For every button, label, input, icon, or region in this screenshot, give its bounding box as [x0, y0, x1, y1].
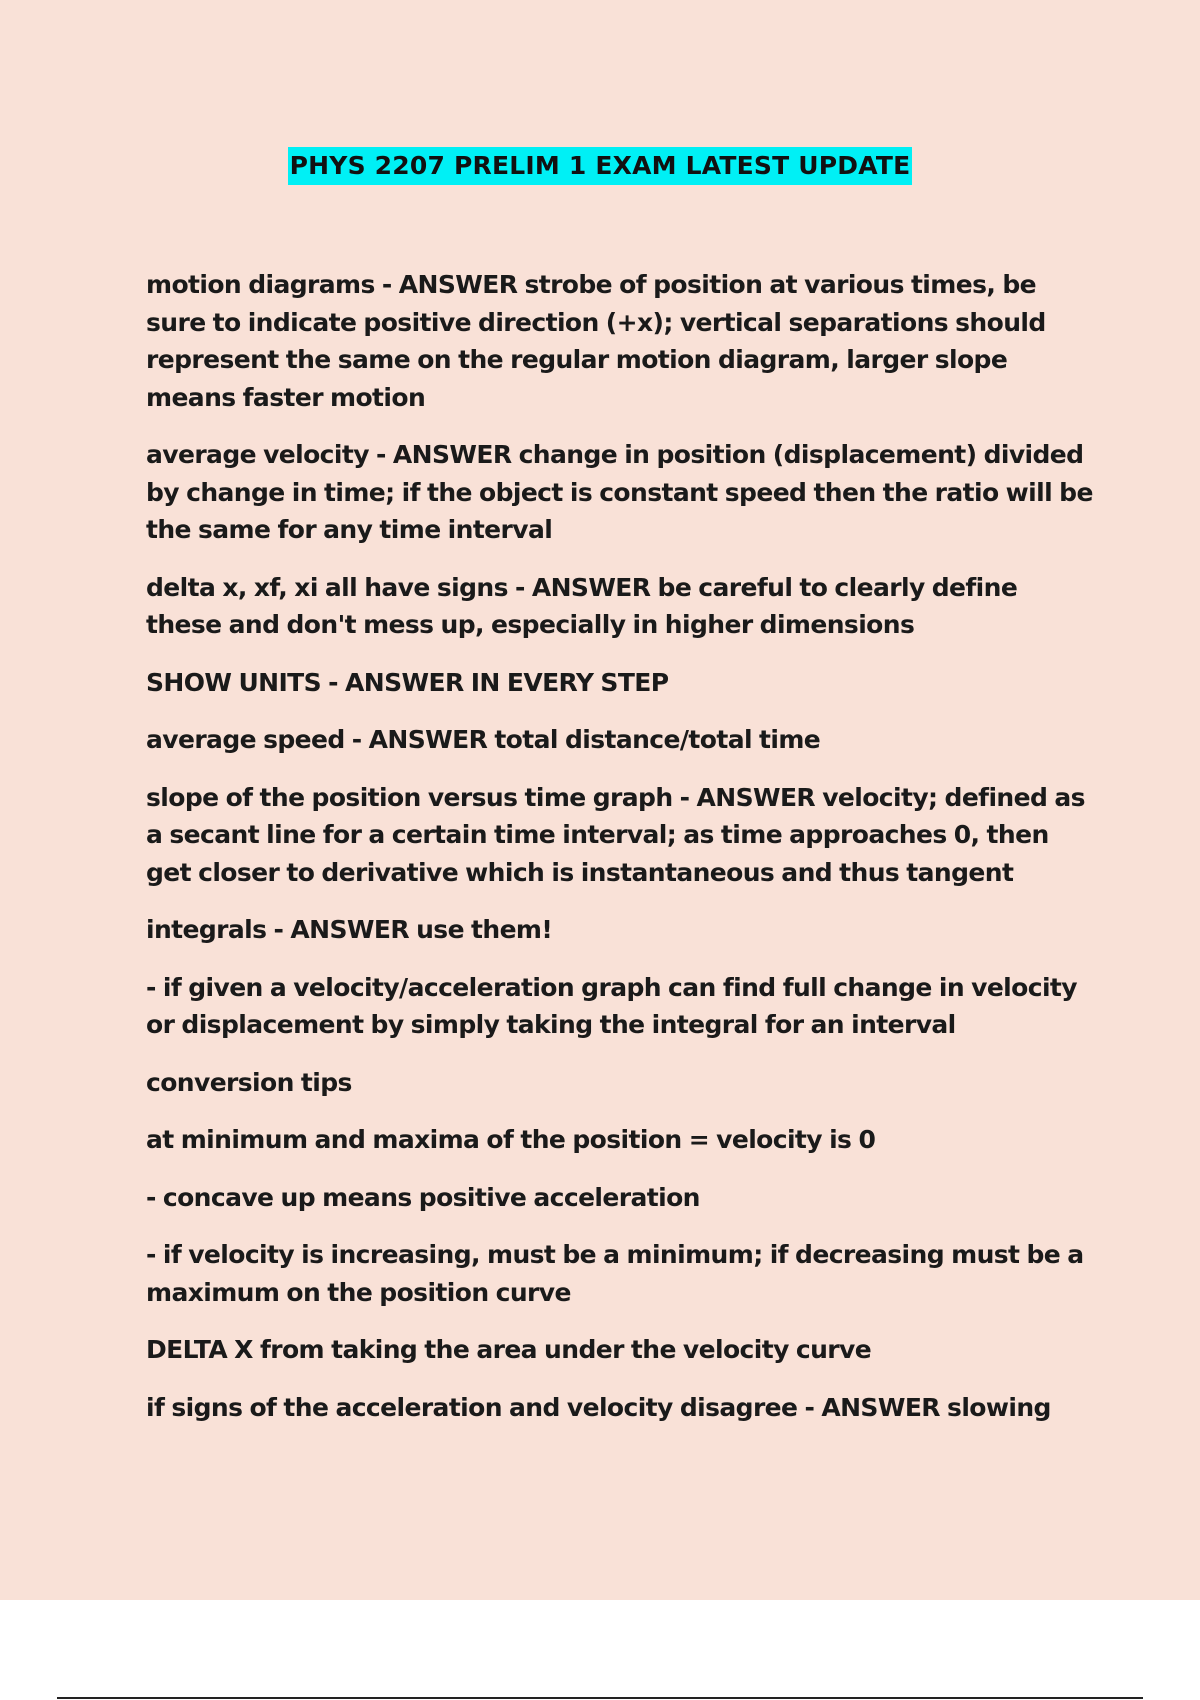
paragraph-signs-disagree: if signs of the acceleration and velocity disagree - ANSWER slowing [146, 1392, 1051, 1422]
paragraph-slope-position-time: slope of the position versus time graph - ANSWER velocity; defined as a secant line for a certain time interval; as time approaches 0, then get closer to derivative which is instantaneous and thus tangent [146, 782, 1085, 887]
footer-divider [57, 1697, 1143, 1699]
paragraph-integrals: integrals - ANSWER use them! [146, 915, 553, 944]
paragraph-average-velocity: average velocity - ANSWER change in position (displacement) divided by change in time; if the object is constant speed then the ratio will be the same for any time interval [146, 440, 1093, 544]
paragraph-delta-x-signs: delta x, xf, xi all have signs - ANSWER be careful to clearly define these and don't mess up, especially in higher dimensions [146, 572, 1018, 639]
paragraph-velocity-increasing: - if velocity is increasing, must be a minimum; if decreasing must be a maximum on the position curve [146, 1240, 1084, 1307]
paragraph-delta-x-area: DELTA X from taking the area under the velocity curve [146, 1335, 872, 1364]
paragraph-conversion-tips: conversion tips [146, 1067, 352, 1097]
paragraph-show-units: SHOW UNITS - ANSWER IN EVERY STEP [146, 667, 669, 697]
paragraph-average-speed: average speed - ANSWER total distance/total time [146, 725, 821, 754]
document-title: PHYS 2207 PRELIM 1 EXAM LATEST UPDATE [288, 147, 913, 185]
title-container [0, 147, 1200, 185]
paragraph-motion-diagrams: motion diagrams - ANSWER strobe of position at various times, be sure to indicate positive direction (+x); vertical separations should represent the same on the regular motion diagram, larger slope means faster motion [146, 270, 1046, 412]
paragraph-minimum-maxima: at minimum and maxima of the position = velocity is 0 [146, 1125, 876, 1154]
document-body [146, 266, 1096, 1446]
paragraph-integral-graph: - if given a velocity/acceleration graph can find full change in velocity or displacement by simply taking the integral for an interval [146, 972, 1077, 1039]
paragraph-concave-up: - concave up means positive acceleration [146, 1182, 700, 1212]
